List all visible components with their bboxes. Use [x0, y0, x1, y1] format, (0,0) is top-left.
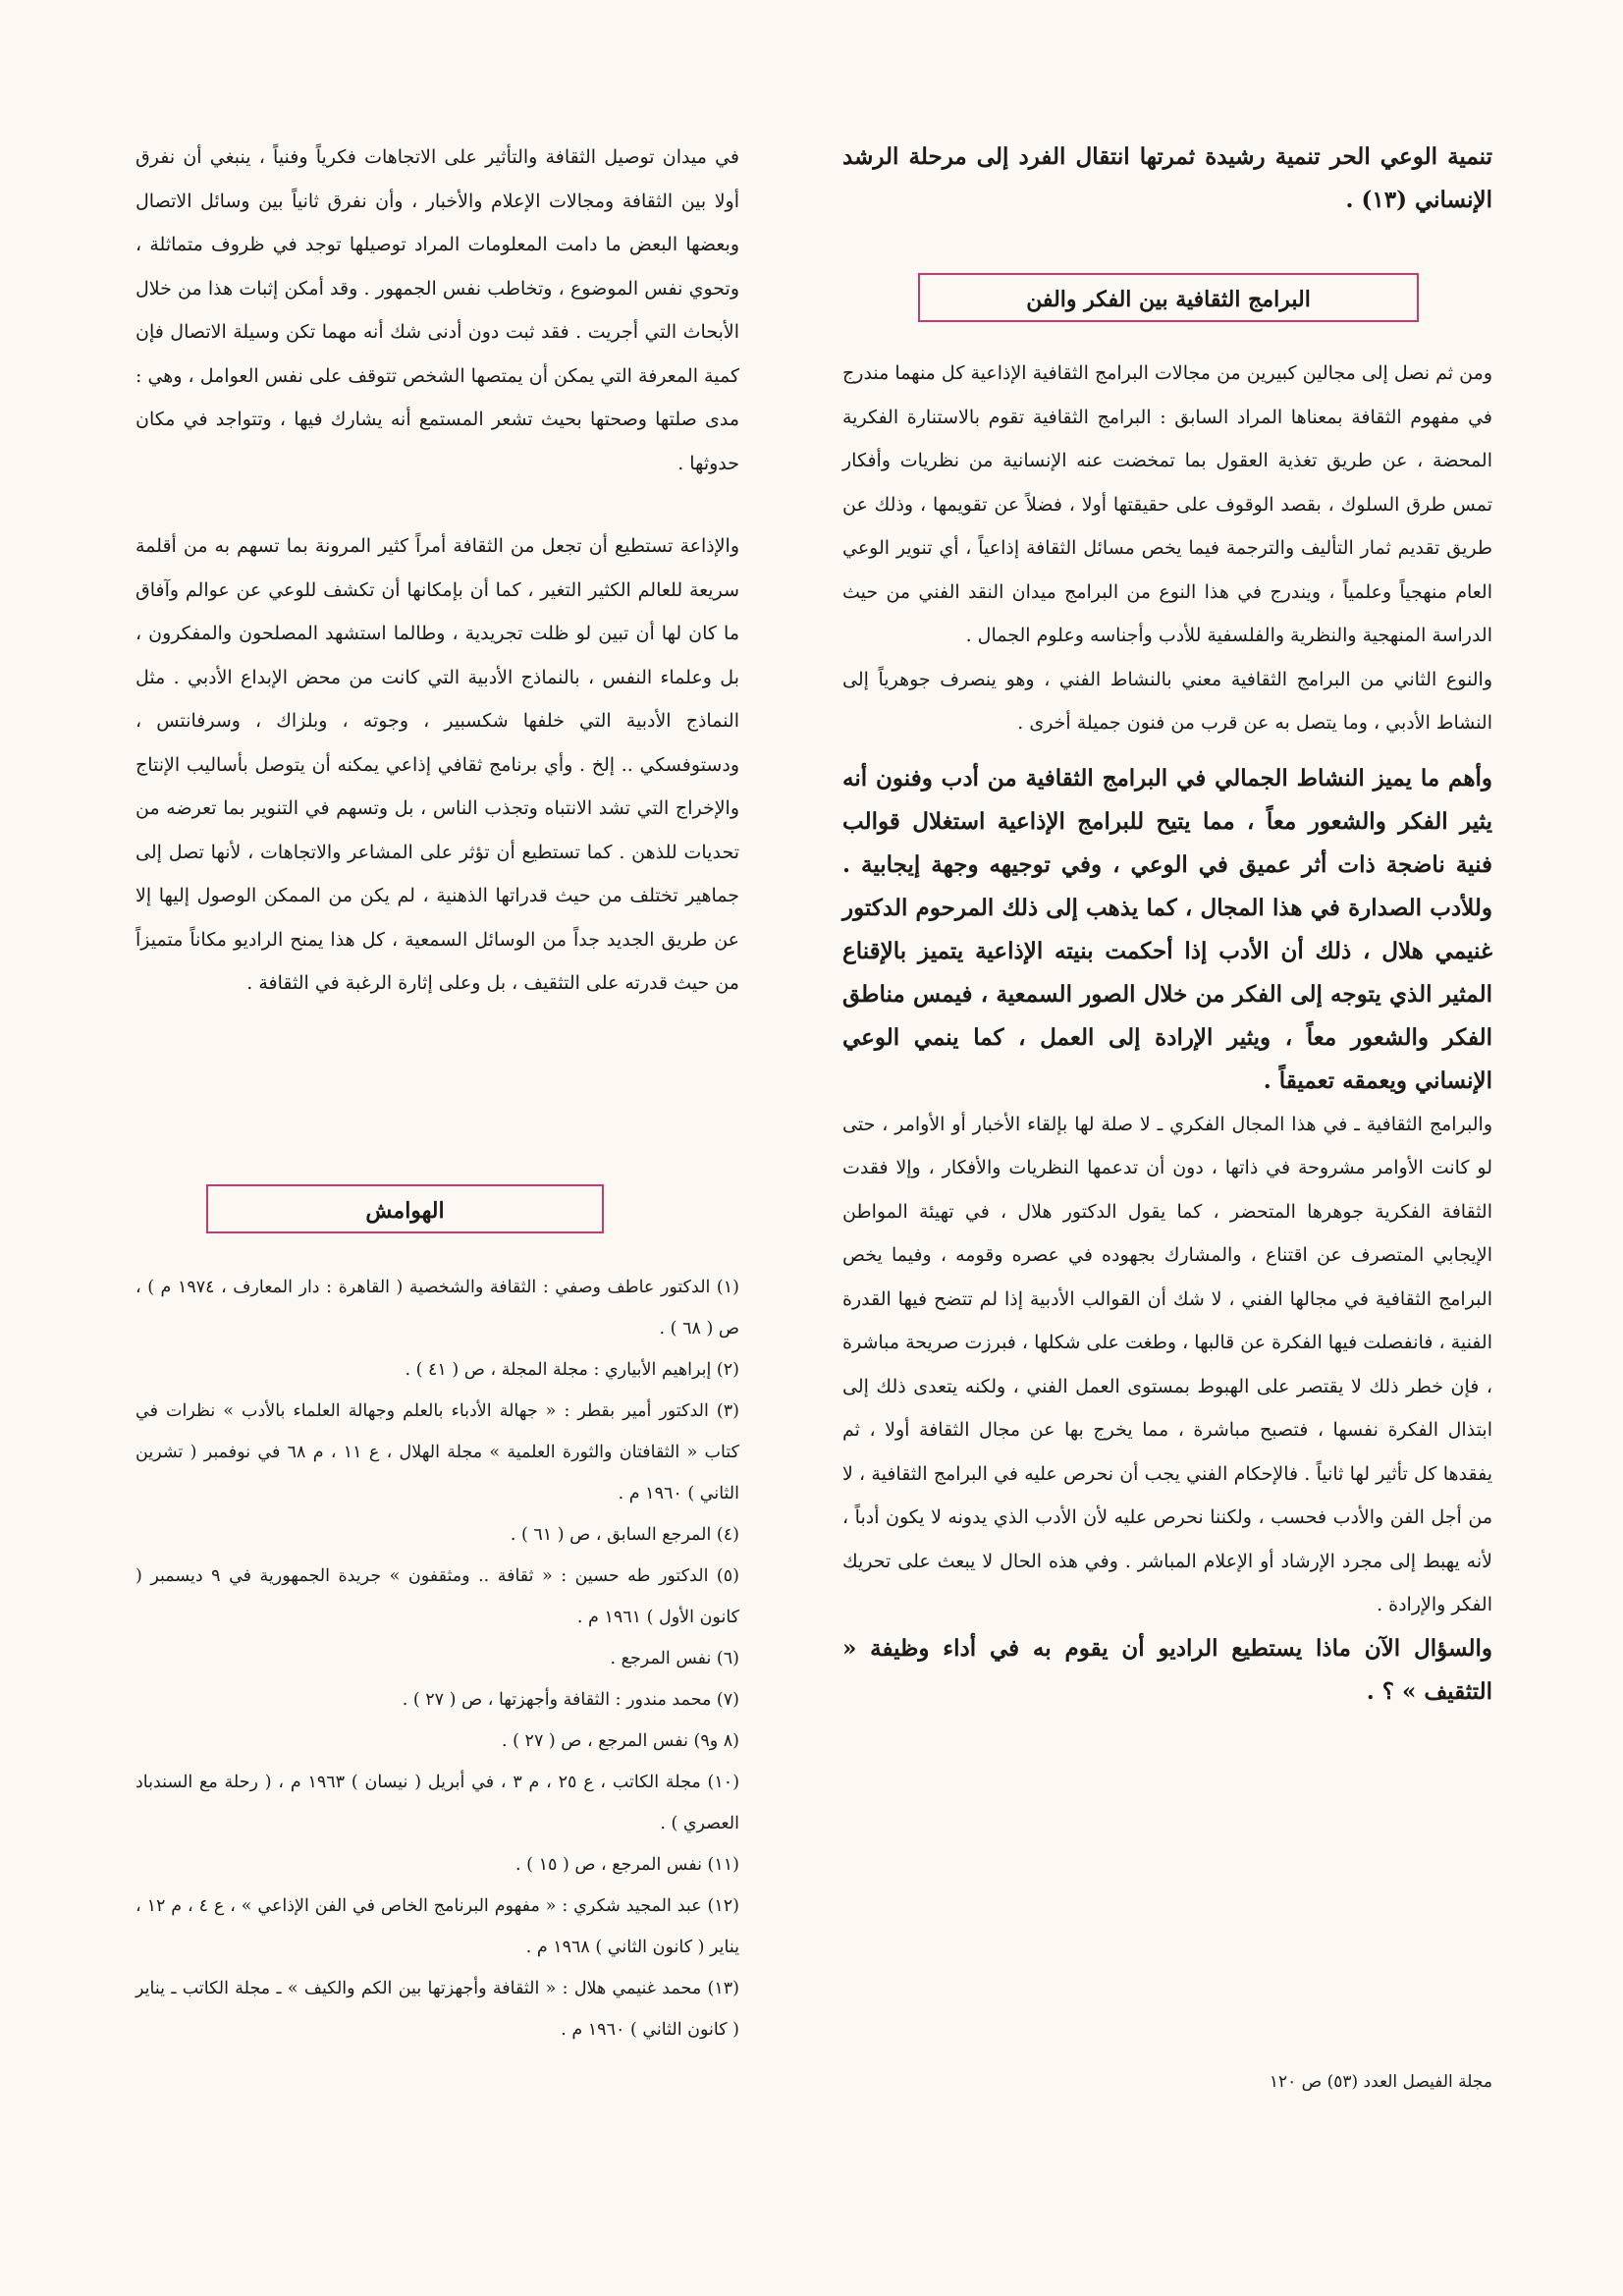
footnotes-list: [135, 1267, 739, 2050]
footnote-item: (١٢) عبد المجيد شكري : « مفهوم البرنامج الخاص في الفن الإذاعي » ، ع ٤ ، م ١٢ ، يناير ( كانون الثاني ) ١٩٦٨ م .: [135, 1896, 739, 1957]
footnote-item: (٤) المرجع السابق ، ص ( ٦١ ) .: [510, 1525, 739, 1545]
footnote-item: (٢) إبراهيم الأبياري : مجلة المجلة ، ص ( ٤١ ) .: [405, 1360, 739, 1380]
right-paragraph-3: والبرامج الثقافية ـ في هذا المجال الفكري ـ لا صلة لها بإلقاء الأخبار أو الأوامر ، حتى لو كانت الأوامر مشروحة في ذاتها ، دون أن تدعمها النظريات والأفكار ، وإلا فقدت الثقافة الفكرية جوهرها المتحضر ، كما يقول الدكتور هلال ، في تهيئة المواطن الإيجابي المتصرف عن اقتناع ، والمشارك بجهوده في عصره وقومه ، وفيما يخص البرامج الثقافية في مجالها الفني ، لا شك أن القوالب الأدبية إذا لم تتضح فيها القدرة الفنية ، فانفصلت فيها الفكرة عن قالبها ، وطغت على شكلها ، فبرزت صريحة مباشرة ، فإن خطر ذلك لا يقتصر على الهبوط بمستوى العمل الفني ، ولكنه يتعدى ذلك إلى ابتذال الفكرة نفسها ، فتصبح مباشرة ، مما يخرج بها عن مجال الثقافة أولا ، ثم يفقدها كل تأثير لها ثانياً . فالإحكام الفني يجب أن نحرص عليه في البرامج الثقافية ، لا من أجل الفن والأدب فحسب ، ولكننا نحرص عليه لأن الأدب الذي يدونه لا يكون أدباً ، لأنه يهبط إلى مجرد الإرشاد أو الإعلام المباشر . وفي هذه الحال لا يبعث على تحريك الفكر والإرادة .: [842, 1113, 1492, 1615]
left-paragraph-1: في ميدان توصيل الثقافة والتأثير على الاتجاهات فكرياً وفنياً ، ينبغي أن نفرق أولا بين الثقافة ومجالات الإعلام والأخبار ، وأن نفرق ثانياً بين وسائل الاتصال وبعضها البعض ما دامت المعلومات المراد توصيلها توجد في ظروف متماثلة ، وتحوي نفس الموضوع ، وتخاطب نفس الجمهور . وقد أمكن إثبات هذا من خلال الأبحاث التي أجريت . فقد ثبت دون أدنى شك أنه مهما تكن وسيلة الاتصال فإن كمية المعرفة التي يمكن أن يمتصها الشخص تتوقف على نفس العوامل ، وهي : مدى صلتها وصحتها بحيث تشعر المستمع أنه يشارك فيها ، وتتواجد في مكان حدوثها .: [135, 146, 739, 474]
footnote-item: (٦) نفس المرجع .: [610, 1649, 739, 1668]
left-column: [135, 136, 739, 1006]
closing-question: والسؤال الآن ماذا يستطيع الراديو أن يقوم به في أداء وظيفة « التثقيف » ؟ .: [842, 1634, 1492, 1705]
footnote-item: (٧) محمد مندور : الثقافة وأجهزتها ، ص ( ٢٧ ) .: [402, 1690, 739, 1710]
intro-paragraph: تنمية الوعي الحر تنمية رشيدة ثمرتها انتقال الفرد إلى مرحلة الرشد الإنساني (١٣) .: [842, 143, 1492, 213]
footnote-item: (١) الدكتور عاطف وصفي : الثقافة والشخصية ( القاهرة : دار المعارف ، ١٩٧٤ م ) ، ص ( ٦٨ ) .: [135, 1278, 739, 1339]
footnote-item: (١٣) محمد غنيمي هلال : « الثقافة وأجهزتها بين الكم والكيف » ـ مجلة الكاتب ـ يناير ( كانون الثاني ) ١٩٦٠ م .: [135, 1979, 739, 2040]
page-footer: مجلة الفيصل العدد (٥٣) ص ١٢٠: [1269, 2072, 1492, 2092]
section-heading: البرامج الثقافية بين الفكر والفن: [918, 273, 1419, 322]
footnote-item: (١٠) مجلة الكاتب ، ع ٢٥ ، م ٣ ، في أبريل ( نيسان ) ١٩٦٣ م ، ( رحلة مع السندباد العصري ) .: [135, 1773, 740, 1833]
footnote-item: (٥) الدكتور طه حسين : « ثقافة .. ومثقفون » جريدة الجمهورية في ٩ ديسمبر ( كانون الأول ) ١٩٦١ م .: [135, 1566, 739, 1627]
right-column: [842, 136, 1492, 222]
footnote-item: (٣) الدكتور أمير بقطر : « جهالة الأدباء بالعلم وجهالة العلماء بالأدب » نظرات في كتاب « الثقافتان والثورة العلمية » مجلة الهلال ، ع ١١ ، م ٦٨ في نوفمبر ( تشرين الثاني ) ١٩٦٠ م .: [135, 1401, 739, 1503]
footnote-item: (١١) نفس المرجع ، ص ( ١٥ ) .: [515, 1855, 739, 1875]
footnote-item: (٨ و٩) نفس المرجع ، ص ( ٢٧ ) .: [502, 1731, 739, 1751]
right-paragraph-1: ومن ثم نصل إلى مجالين كبيرين من مجالات البرامج الثقافية الإذاعية كل منهما مندرج في مفهوم الثقافة بمعناها المراد السابق : البرامج الثقافية تقوم بالاستنارة الفكرية المحضة ، عن طريق تغذية العقول بما تمخضت عنه الإنسانية من نظريات وأفكار تمس طرق السلوك ، بقصد الوقوف على حقيقتها أولا ، فضلاً عن تقويمها ، وذلك عن طريق تقديم ثمار التأليف والترجمة فيما يخص مسائل الثقافة إذاعياً ، أي تنوير الوعي العام منهجياً وعلمياً ، ويندرج في هذا النوع من البرامج ميدان النقد الفني من حيث الدراسة المنهجية والنظرية والفلسفية للأدب وأجناسه وعلوم الجمال .: [842, 362, 1492, 646]
left-paragraph-2: والإذاعة تستطيع أن تجعل من الثقافة أمراً كثير المرونة بما تسهم به من أقلمة سريعة للعالم الكثير التغير ، كما أن بإمكانها أن تكشف للوعي عن عوالم وآفاق ما كان لها أن تبين لو ظلت تجريدية ، وطالما استشهد المصلحون والمفكرون ، بل وعلماء النفس ، بالنماذج الأدبية التي كانت من محض الإبداع الأدبي . مثل النماذج الأدبية التي خلفها شكسبير ، وجوته ، وبلزاك ، وسرفانتس ، ودستوفسكي .. إلخ . وأي برنامج ثقافي إذاعي يمكنه أن يتوصل بأساليب الإنتاج والإخراج التي تشد الانتباه وتجذب الناس ، بل وتسهم في التنوير بما تعرضه من تحديات للذهن . كما تستطيع أن تؤثر على المشاعر والاتجاهات ، لأنها تصل إلى جماهير تختلف من حيث قدراتها الذهنية ، لم يكن من الممكن الوصول إليها إلا عن طريق الجديد جداً من الوسائل السمعية ، كل هذا يمنح الراديو مكاناً متميزاً من حيث قدرته على التثقيف ، بل وعلى إثارة الرغبة في الثقافة .: [135, 535, 739, 994]
right-column-body: [842, 352, 1492, 1714]
footnotes-heading: الهوامش: [206, 1184, 604, 1233]
footnotes-section: [135, 1267, 739, 2050]
right-bold-paragraph: وأهم ما يميز النشاط الجمالي في البرامج الثقافية من أدب وفنون أنه يثير الفكر والشعور معاً ، مما يتيح للبرامج الإذاعية استغلال قوالب فنية ناضجة ذات أثر عميق في الوعي ، وفي توجيهه وجهة إيجابية . وللأدب الصدارة في هذا المجال ، كما يذهب إلى ذلك المرحوم الدكتور غنيمي هلال ، ذلك أن الأدب إذا أحكمت بنيته الإذاعية يتميز بالإقناع المثير الذي يتوجه إلى الفكر من خلال الصور السمعية ، فيمس مناطق الفكر والشعور معاً ، ويثير الإرادة إلى العمل ، كما ينمي الوعي الإنساني ويعمقه تعميقاً .: [842, 764, 1492, 1094]
right-paragraph-2: والنوع الثاني من البرامج الثقافية معني بالنشاط الفني ، وهو ينصرف جوهرياً إلى النشاط الأدبي ، وما يتصل به عن قرب من فنون جميلة أخرى .: [842, 668, 1492, 734]
